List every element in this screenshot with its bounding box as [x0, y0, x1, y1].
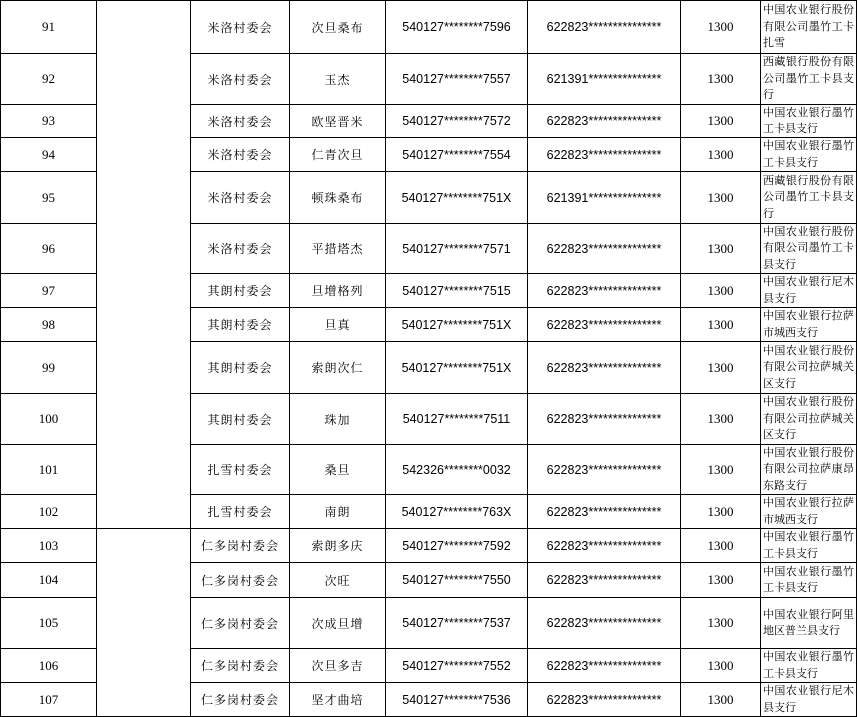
- person-name: 珠加: [324, 412, 351, 427]
- person-name: 次成旦增: [311, 616, 364, 631]
- village-committee: 米洛村委会: [207, 20, 273, 35]
- id-number: 540127********751X: [401, 190, 512, 205]
- person-name: 次旦桑布: [311, 20, 364, 35]
- amount: 1300: [707, 537, 734, 553]
- id-number: 540127********7592: [402, 538, 511, 553]
- id-number: 540127********7557: [402, 72, 511, 86]
- bank-branch: [761, 138, 856, 171]
- card-number: 622823***************: [546, 283, 662, 298]
- id-number: 540127********7572: [402, 114, 511, 128]
- card-number: 622823***************: [546, 658, 662, 673]
- amount: 1300: [707, 316, 734, 332]
- bank-branch: [761, 598, 856, 648]
- card-number: 622823***************: [546, 20, 662, 34]
- bank-branch: [761, 224, 856, 273]
- person-name: 坚才曲培: [311, 693, 364, 707]
- row-number: 94: [42, 146, 55, 162]
- row-number: 106: [38, 657, 59, 673]
- row-number: 102: [38, 503, 59, 519]
- row-number: 101: [38, 461, 59, 477]
- person-name: 仁青次旦: [311, 148, 364, 162]
- bank-branch: [761, 274, 856, 307]
- village-committee: 其朗村委会: [207, 284, 273, 298]
- person-name: 欧坚晋米: [311, 114, 364, 129]
- id-number: 540127********7550: [402, 573, 511, 587]
- bank-branch: [761, 563, 856, 597]
- bank-branch: [761, 1, 856, 53]
- bank-branch-text: 中国农业银行股份有限公司拉萨城关区支行: [763, 395, 854, 442]
- bank-branch-text: 中国农业银行阿里地区普兰县支行: [763, 607, 854, 637]
- bank-branch-text: 中国农业银行墨竹工卡县支行: [763, 650, 854, 680]
- amount: 1300: [707, 657, 734, 673]
- village-committee: 米洛村委会: [207, 72, 273, 87]
- amount: 1300: [707, 71, 734, 86]
- card-number: 622823***************: [546, 412, 662, 426]
- id-number: 540127********751X: [401, 360, 512, 375]
- person-name: 桑旦: [324, 463, 351, 477]
- village-committee: 米洛村委会: [207, 148, 273, 162]
- bank-branch: [761, 105, 856, 137]
- bank-branch: [761, 172, 856, 223]
- row-number: 93: [42, 113, 55, 128]
- column-border: [856, 0, 857, 717]
- person-name: 玉杰: [324, 72, 351, 87]
- amount: 1300: [707, 146, 734, 162]
- amount: 1300: [707, 189, 734, 205]
- amount: 1300: [707, 113, 734, 128]
- amount: 1300: [707, 411, 734, 426]
- amount: 1300: [707, 282, 734, 298]
- id-number: 540127********7552: [402, 658, 511, 673]
- card-number: 622823***************: [546, 462, 662, 477]
- card-number: 622823***************: [546, 504, 662, 519]
- bank-branch-text: 中国农业银行拉萨市城西支行: [763, 309, 854, 339]
- bank-branch-text: 中国农业银行墨竹工卡县支行: [763, 105, 854, 135]
- bank-branch-text: 中国农业银行墨竹工卡县支行: [763, 564, 854, 594]
- bank-branch: [761, 54, 856, 104]
- card-number: 621391***************: [546, 72, 662, 86]
- village-committee: 其朗村委会: [207, 318, 273, 332]
- bank-branch: [761, 394, 856, 444]
- id-number: 540127********763X: [401, 504, 512, 519]
- row-number: 96: [42, 240, 55, 256]
- bank-branch-text: 中国农业银行拉萨市城西支行: [763, 496, 854, 526]
- person-name: 南朗: [324, 505, 351, 519]
- card-number: 621391***************: [546, 190, 662, 205]
- village-committee: 仁多岗村委会: [200, 616, 279, 631]
- amount: 1300: [707, 503, 734, 519]
- bank-branch: [761, 649, 856, 682]
- person-name: 平措塔杰: [311, 242, 364, 256]
- card-number: 622823***************: [546, 147, 662, 162]
- bank-branch: [761, 683, 856, 716]
- village-committee: 扎雪村委会: [207, 505, 273, 519]
- card-number: 622823***************: [546, 692, 662, 707]
- village-committee: 其朗村委会: [207, 361, 273, 375]
- amount: 1300: [707, 359, 734, 375]
- person-name: 次旺: [324, 573, 351, 588]
- person-name: 索朗多庆: [311, 539, 364, 553]
- bank-branch-text: 中国农业银行墨竹工卡县支行: [763, 530, 854, 560]
- row-number: 92: [42, 71, 55, 86]
- id-number: 540127********7554: [402, 147, 511, 162]
- bank-branch-text: 中国农业银行墨竹工卡县支行: [763, 139, 854, 169]
- bank-branch-text: 中国农业银行尼木县支行: [763, 684, 854, 714]
- row-number: 99: [42, 359, 55, 375]
- person-name: 次旦多吉: [311, 659, 364, 673]
- row-number: 91: [42, 19, 55, 34]
- row-number: 97: [42, 282, 55, 298]
- row-number: 103: [38, 537, 59, 553]
- row-number: 100: [38, 411, 59, 426]
- row-number: 105: [38, 615, 59, 630]
- village-committee: 米洛村委会: [207, 114, 273, 129]
- card-number: 622823***************: [546, 360, 662, 375]
- bank-branch-text: 中国农业银行股份有限公司墨竹工卡扎雪: [763, 3, 854, 50]
- bank-branch: [761, 308, 856, 341]
- id-number: 540127********7571: [402, 241, 511, 256]
- village-committee: 米洛村委会: [207, 242, 273, 256]
- id-number: 542326********0032: [402, 462, 511, 477]
- bank-branch-text: 西藏银行股份有限公司墨竹工卡县支行: [763, 55, 854, 102]
- column-border: [96, 0, 97, 717]
- row-number: 98: [42, 316, 55, 332]
- row-number: 95: [42, 189, 55, 205]
- amount: 1300: [707, 19, 734, 34]
- person-name: 顿珠桑布: [311, 191, 364, 205]
- person-name: 旦真: [324, 318, 351, 332]
- village-committee: 仁多岗村委会: [200, 573, 279, 588]
- person-name: 旦增格列: [311, 284, 364, 298]
- amount: 1300: [707, 461, 734, 477]
- card-number: 622823***************: [546, 114, 662, 128]
- amount: 1300: [707, 615, 734, 630]
- id-number: 540127********7511: [402, 412, 511, 426]
- id-number: 540127********7596: [402, 20, 511, 34]
- bank-branch-text: 中国农业银行尼木县支行: [763, 275, 854, 305]
- village-committee: 其朗村委会: [207, 412, 273, 427]
- bank-branch-text: 中国农业银行股份有限公司拉萨康昂东路支行: [763, 445, 854, 492]
- card-number: 622823***************: [546, 616, 662, 630]
- bank-branch: [761, 445, 856, 494]
- bank-branch-text: 西藏银行股份有限公司墨竹工卡县支行: [763, 173, 854, 220]
- card-number: 622823***************: [546, 573, 662, 587]
- row-number: 107: [38, 691, 59, 707]
- row-number: 104: [38, 572, 59, 587]
- village-committee: 仁多岗村委会: [200, 659, 279, 673]
- id-number: 540127********7536: [402, 692, 511, 707]
- id-number: 540127********7537: [402, 616, 511, 630]
- village-committee: 仁多岗村委会: [200, 693, 279, 707]
- village-committee: 米洛村委会: [207, 191, 273, 205]
- id-number: 540127********751X: [401, 317, 512, 332]
- village-committee: 仁多岗村委会: [200, 539, 279, 553]
- amount: 1300: [707, 572, 734, 587]
- bank-branch: [761, 342, 856, 393]
- amount: 1300: [707, 691, 734, 707]
- person-name: 索朗次仁: [311, 361, 364, 375]
- card-number: 622823***************: [546, 538, 662, 553]
- card-number: 622823***************: [546, 241, 662, 256]
- bank-branch: [761, 495, 856, 528]
- bank-branch-text: 中国农业银行股份有限公司墨竹工卡县支行: [763, 224, 854, 271]
- village-committee: 扎雪村委会: [207, 463, 273, 477]
- id-number: 540127********7515: [402, 283, 511, 298]
- card-number: 622823***************: [546, 317, 662, 332]
- bank-branch: [761, 529, 856, 562]
- bank-branch-text: 中国农业银行股份有限公司拉萨城关区支行: [763, 343, 854, 390]
- amount: 1300: [707, 240, 734, 256]
